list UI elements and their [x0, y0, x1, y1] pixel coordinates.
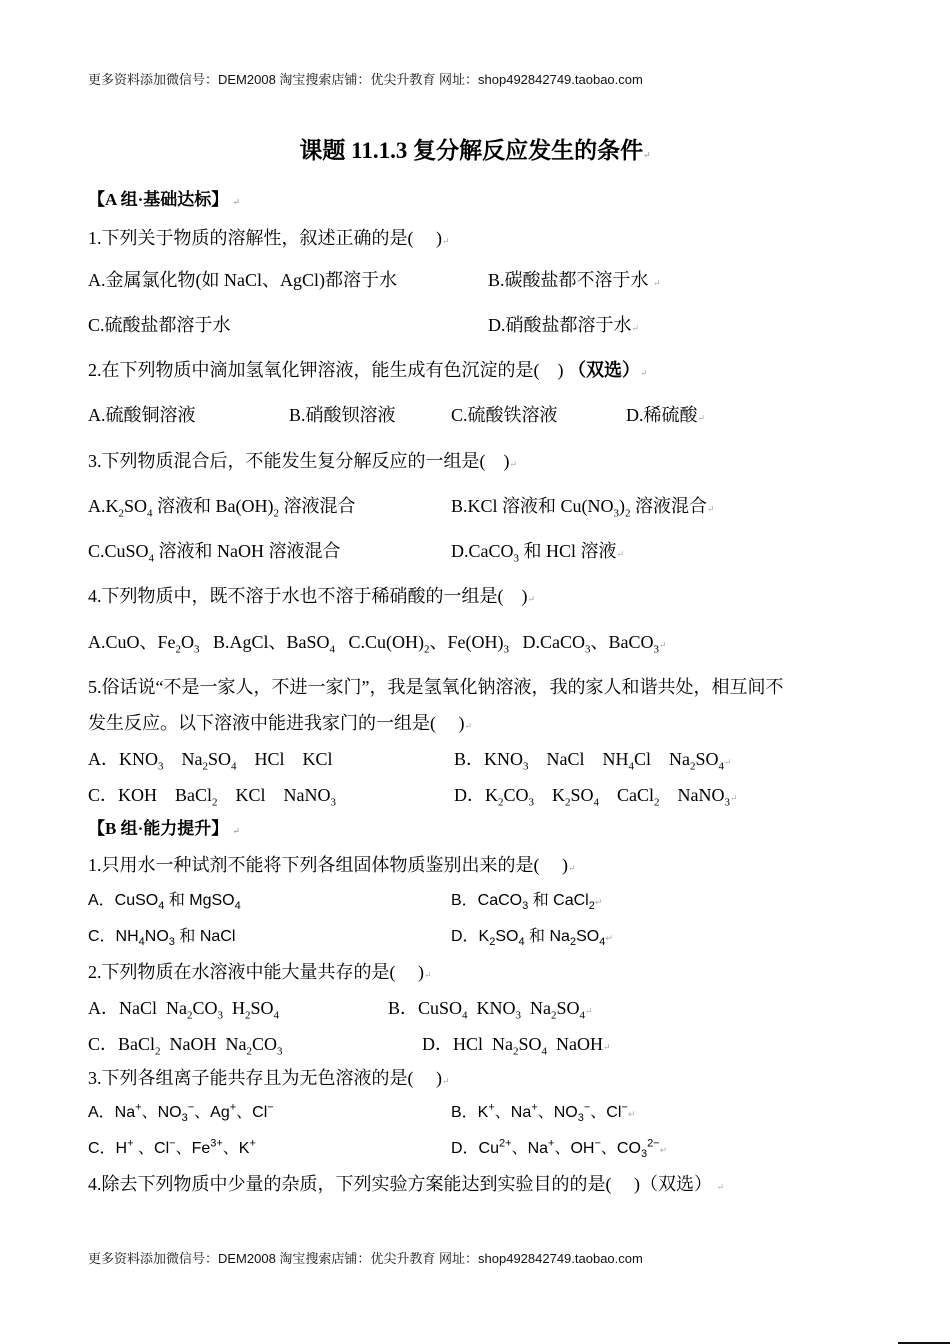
b-question-4: 4.除去下列物质中少量的杂质，下列实验方案能达到实验目的的是( )（双选） ↵ [88, 1174, 725, 1194]
b-q2-option-b: B．CuSO$_4$ $KNO_3$ $Na_2SO_4↵$ [388, 998, 593, 1022]
b-question-1: 1.只用水一种试剂不能将下列各组固体物质鉴别出来的是( )↵ [88, 855, 576, 875]
page-title: 课题 11.1.3 复分解反应发生的条件↵ [299, 138, 651, 163]
a-question-3: 3.下列物质混合后，不能发生复分解反应的一组是( )↵ [88, 451, 518, 471]
a-question-5-line1: 5.俗话说“不是一家人，不进一家门”，我是氢氧化钠溶液，我的家人和谐共处，相互间不 [88, 677, 784, 697]
section-a-heading: 【A 组·基础达标】 ↵ [88, 190, 241, 209]
b-question-2: 2.下列物质在水溶液中能大量共存的是( )↵ [88, 962, 432, 982]
a-q3-option-a: $A.K_2SO_4$ 溶液和 $Ba(OH)_2$ 溶液混合 [88, 496, 356, 520]
b-q3-option-c: C．H+ 、Cl−、$Fe^{3+}$、K+ [88, 1137, 256, 1157]
b-q3-option-d: D．$Cu^{2+}$、Na+、OH−、$CO_3^{2-}↵$ [451, 1137, 668, 1161]
section-b-heading: 【B 组·能力提升】 ↵ [88, 819, 241, 838]
a-q3-option-b: B.KCl 溶液和 $Cu(NO_3)_2$ 溶液混合↵ [451, 496, 715, 520]
a-q5-option-c: C．KOH BaCl$_2$ KCl NaNO$_3$ [88, 785, 337, 809]
b-q1-option-d: D．$K_2SO_4$ 和 $Na_2SO_4↵$ [451, 928, 613, 949]
a-q1-option-a: A.金属氯化物(如 NaCl、AgCl)都溶于水 [88, 270, 397, 290]
a-q1-option-c: C.硫酸盐都溶于水 [88, 315, 231, 335]
a-q2-option-d: D.稀硫酸↵ [626, 405, 706, 425]
a-q1-option-d: D.硝酸盐都溶于水↵ [488, 315, 640, 335]
a-q5-option-b: B．$KNO_3$ NaCl $NH_4Cl$ $Na_2SO_4↵$ [454, 749, 732, 773]
a-q2-option-a: A.硫酸铜溶液 [88, 405, 196, 425]
a-q2-option-c: C.硫酸铁溶液 [451, 405, 558, 425]
b-q1-option-b: B．CaCO$_3$ 和 CaCl$_2$↵ [451, 892, 603, 913]
a-q5-option-d: D．$K_2CO_3$ $K_2SO_4$ CaCl$_2$ NaNO$_3$↵ [454, 785, 738, 809]
b-q3-option-a: A．Na+、$NO_3^-$、Ag+、Cl− [88, 1101, 274, 1125]
a-q3-option-d: D.CaCO$_3$ 和 HCl 溶液↵ [451, 541, 625, 565]
b-q1-option-c: C．$NH_4NO_3$ 和 NaCl [88, 928, 236, 949]
page-footer: 更多资料添加微信号：DEM2008 淘宝搜索店铺：优尖升教育 网址：shop492842749.taobao.com [88, 1251, 643, 1266]
a-q2-option-b: B.硝酸钡溶液 [289, 405, 396, 425]
page-header: 更多资料添加微信号：DEM2008 淘宝搜索店铺：优尖升教育 网址：shop492842749.taobao.com [88, 72, 643, 87]
a-question-1: 1.下列关于物质的溶解性，叙述正确的是( )↵ [88, 228, 450, 248]
a-question-5-line2: 发生反应。以下溶液中能进我家门的一组是( )↵ [88, 713, 473, 733]
b-q3-option-b: B．K+、Na+、$NO_3^-$、Cl−↵ [451, 1101, 636, 1125]
b-q2-option-c: C．BaCl$_2$ NaOH $Na_2CO_3$ [88, 1034, 283, 1058]
b-question-3: 3.下列各组离子能共存且为无色溶液的是( )↵ [88, 1068, 450, 1088]
a-question-4: 4.下列物质中，既不溶于水也不溶于稀硝酸的一组是( )↵ [88, 586, 536, 606]
a-q4-options: A.CuO、$Fe_2O_3$ B.AgCl、BaSO$_4$ $C.Cu(OH)_2$、$Fe(OH)_3$ D.CaCO$_3$、BaCO$_3$↵ [88, 632, 667, 656]
a-q5-option-a: A．$KNO_3$ $Na_2SO_4$ HCl KCl [88, 749, 333, 773]
a-q1-option-b: B.碳酸盐都不溶于水 ↵ [488, 270, 661, 290]
b-q2-option-d: D．HCl $Na_2SO_4$ NaOH↵ [422, 1034, 611, 1058]
b-q1-option-a: A．CuSO$_4$ 和 MgSO$_4$ [88, 892, 241, 913]
b-q2-option-a: A．NaCl $Na_2CO_3$ $H_2SO_4$ [88, 998, 280, 1022]
a-question-2: 2.在下列物质中滴加氢氧化钾溶液，能生成有色沉淀的是( ) （双选）↵ [88, 360, 648, 380]
a-q3-option-c: C.CuSO$_4$ 溶液和 NaOH 溶液混合 [88, 541, 341, 565]
